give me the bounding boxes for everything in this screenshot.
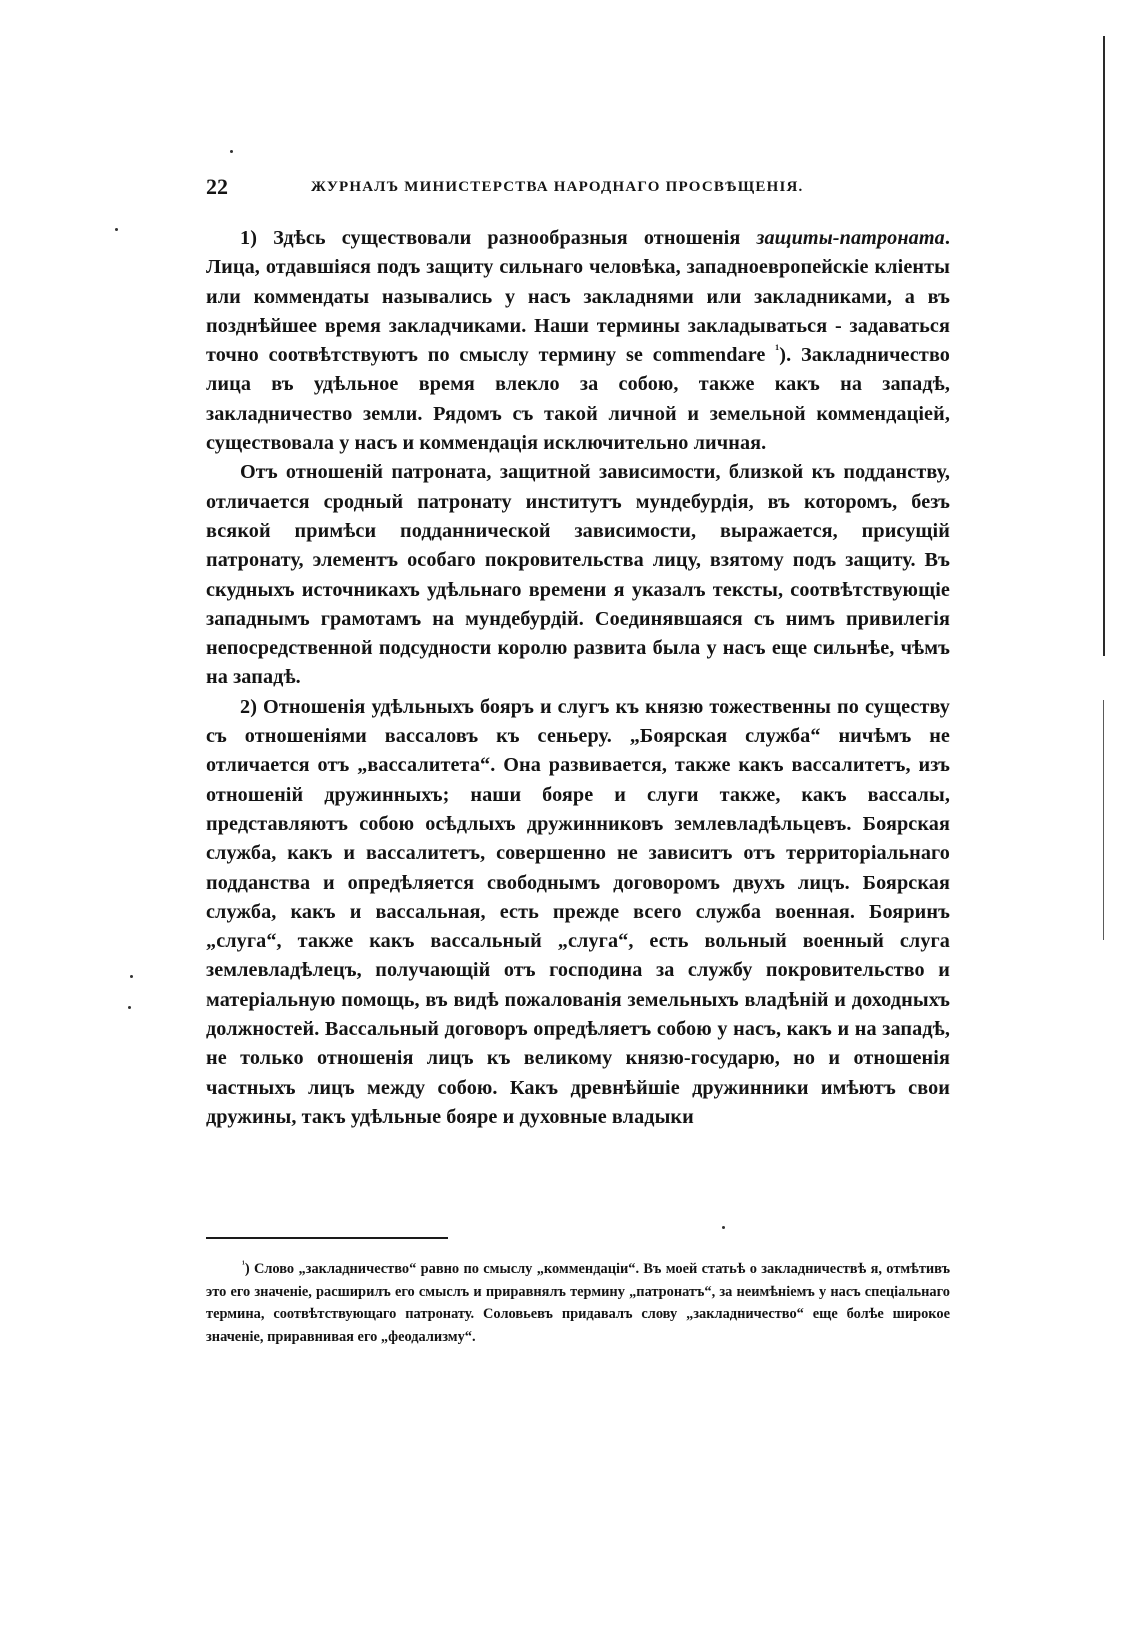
- scan-speck: [130, 975, 133, 978]
- paragraph-1: [206, 224, 950, 458]
- paragraph-2: Отъ отношеній патроната, защитной зависимости, близкой къ подданству, отличается сродный патронату институтъ мундебурдія, въ которомъ, безъ всякой примѣси подданнической зависимости, выражается, присущій патронату, элементъ особаго покровительства лицу, взятому подъ защиту. Въ скудныхъ источникахъ удѣльнаго времени я указалъ тексты, соотвѣтствующіе западнымъ грамотамъ на мундебурдій. Соединявшаяся съ нимъ привилегія непосредственной подсудности королю развита была у насъ еще сильнѣе, чѣмъ на западѣ.: [206, 461, 950, 689]
- footnote: [206, 1258, 950, 1348]
- footnote-text-block: [206, 1258, 950, 1348]
- scan-speck: [115, 228, 118, 231]
- page-header: [206, 172, 836, 202]
- paragraph-1-text-a: . Лица, отдавшіяся подъ защиту сильнаго человѣка, западноевропейскіе кліенты или коммендаты назывались у насъ закладнями или закладниками, а въ позднѣйшее время закладчиками. Наши термины закладываться - задаваться точно соотвѣтствуютъ по смыслу термину se commendare: [206, 227, 950, 367]
- footnote-divider: [206, 1237, 448, 1239]
- footnote-marker: ¹: [242, 1260, 245, 1271]
- scan-speck: [722, 1226, 725, 1229]
- scan-speck: [128, 1006, 131, 1009]
- page-number: 22: [206, 174, 228, 199]
- footnote-reference[interactable]: ¹: [775, 341, 780, 357]
- paragraph-3: 2) Отношенія удѣльныхъ бояръ и слугъ къ князю тожественны по существу съ отношеніями вассаловъ къ сеньеру. „Боярская служба“ ничѣмъ не отличается отъ „вассалитета“. Она развивается, также какъ вассалитетъ, изъ отношеній дружинныхъ; наши бояре и слуги также, какъ вассалы, представляютъ собою осѣдлыхъ дружинниковъ землевладѣльцевъ. Боярская служба, какъ и вассалитетъ, совершенно не зависитъ отъ территоріальнаго подданства и опредѣляется свободнымъ договоромъ двухъ лицъ. Боярская служба, какъ и вассальная, есть прежде всего служба военная. Бояринъ „слуга“, также какъ вассальный „слуга“, есть вольный военный слуга землевладѣлецъ, получающій отъ господина за службу покровительство и матеріальную помощь, въ видѣ пожалованія земельныхъ владѣній и доходныхъ должностей. Вассальный договоръ опредѣляетъ собою у насъ, какъ и на западѣ, не только отношенія лицъ къ великому князю-государю, но и отношенія частныхъ лицъ между собою. Какъ древнѣйшіе дружинники имѣютъ свои дружины, такъ удѣльные бояре и духовные владыки: [206, 695, 950, 1128]
- scan-edge-line-lower: [1103, 700, 1104, 940]
- footnote-text: ) Слово „закладничество“ равно по смыслу „коммендаціи“. Въ моей статьѣ о закладничествѣ я, отмѣтивъ это его значеніе, расширилъ его смыслъ и приравнялъ термину „патронатъ“, за неимѣніемъ у насъ спеціальнаго термина, соотвѣтствующаго патронату. Соловьевъ придавалъ слову „закладничество“ еще болѣе широкое значеніе, приравнивая его „феодализму“.: [206, 1261, 950, 1345]
- paragraph-1-lead: 1) Здѣсь существовали разнообразныя отношенія: [240, 227, 757, 249]
- main-text: [206, 224, 950, 1132]
- paragraph-1-emphasis: защиты-патроната: [756, 227, 945, 249]
- scan-speck: [230, 150, 233, 153]
- scan-edge-line: [1103, 36, 1105, 656]
- paragraph-1-text-b: ). Закладничество лица въ удѣльное время влекло за собою, также какъ на западѣ, закладничество земли. Рядомъ съ такой личной и земельной коммендаціей, существовала у насъ и коммендація исключительно личная.: [206, 344, 951, 455]
- running-title: ЖУРНАЛЪ МИНИСТЕРСТВА НАРОДНАГО ПРОСВѢЩЕНІЯ.: [311, 179, 804, 195]
